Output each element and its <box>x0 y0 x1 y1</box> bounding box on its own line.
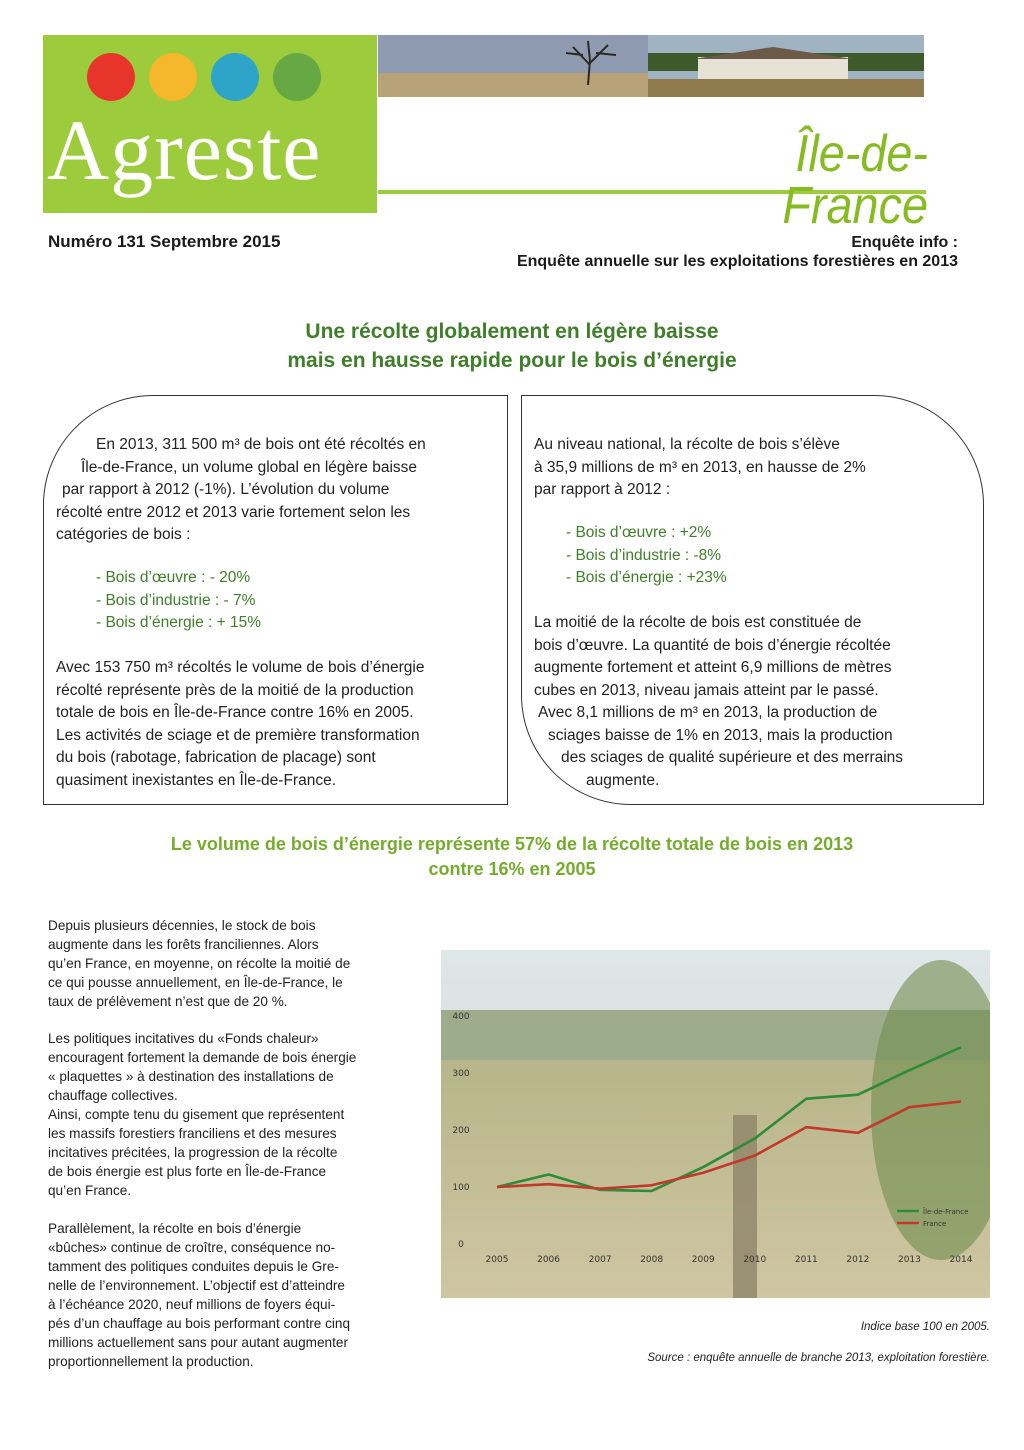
text-line: Ainsi, compte tenu du gisement que représentent <box>48 1107 345 1122</box>
region-title: Île-de-France <box>782 125 928 235</box>
text-line: par rapport à 2012 : <box>534 481 671 498</box>
x-tick-label: 2005 <box>485 1255 509 1265</box>
text-line: augmente fortement et atteint 6,9 millions de mètres <box>534 659 892 676</box>
text-line: incitatives précitées, la progression de la récolte <box>48 1145 338 1160</box>
box-intro <box>534 434 958 502</box>
text-line: à 35,9 millions de m³ en 2013, en hausse de 2% <box>534 458 866 476</box>
category-item: - Bois d’industrie : - 7% <box>96 591 256 609</box>
section-title-line: Le volume de bois d’énergie représente 57% de la récolte totale de bois en 2013 <box>170 834 854 854</box>
y-tick-label: 100 <box>452 1183 470 1193</box>
text-line: quasiment inexistantes en Île-de-France. <box>56 771 337 789</box>
survey-label: Enquête info : <box>851 234 958 251</box>
x-tick-label: 2014 <box>949 1255 973 1265</box>
category-item: - Bois d’énergie : + 15% <box>96 614 261 631</box>
category-item: - Bois d’œuvre : - 20% <box>96 569 251 586</box>
text-line: de bois énergie est plus forte en Île-de-France <box>48 1164 327 1179</box>
text-line: Depuis plusieurs décennies, le stock de bois <box>48 918 316 933</box>
x-tick-label: 2009 <box>691 1255 715 1265</box>
text-line: totale de bois en Île-de-France contre 16% en 2005. <box>56 704 414 721</box>
text-line: du bois (rabotage, fabrication de placage) sont <box>56 749 376 766</box>
x-tick-label: 2010 <box>743 1255 767 1265</box>
box-body <box>56 657 500 792</box>
text-line: Les activités de sciage et de première transformation <box>56 726 420 744</box>
yellow-dot <box>149 53 197 101</box>
text-line: proportionnellement la production. <box>48 1354 254 1369</box>
header-photo <box>378 35 924 97</box>
text-line: augmente. <box>586 771 660 789</box>
chart-canvas <box>441 950 990 1298</box>
ile-de-france-box <box>43 395 508 805</box>
text-line: qu’en France. <box>48 1183 132 1198</box>
text-line: « plaquettes » à destination des installations de <box>48 1069 334 1084</box>
text-line: Parallèlement, la récolte en bois d’énergie <box>48 1221 302 1236</box>
brand-name: Agreste <box>47 102 322 198</box>
text-line: Île-de-France, un volume global en légère baisse <box>81 458 418 476</box>
x-tick-label: 2008 <box>640 1255 664 1265</box>
text-line: taux de prélèvement n’est que de 20 %. <box>48 994 288 1009</box>
y-tick-label: 0 <box>458 1240 464 1250</box>
paragraph-stock <box>48 916 424 1011</box>
text-line: ce qui pousse annuellement, en Île-de-France, le <box>48 975 343 990</box>
box-intro <box>56 434 500 547</box>
category-item: - Bois d’industrie : -8% <box>566 546 722 564</box>
paragraph-policies <box>48 1029 424 1200</box>
red-dot <box>87 53 135 101</box>
text-line: Au niveau national, la récolte de bois s’élève <box>534 436 840 453</box>
text-line: nelle de l’environnement. L’objectif est d’atteindre <box>48 1278 345 1293</box>
text-line: récolté représente près de la moitié de la production <box>56 681 414 699</box>
fence-post <box>733 1115 757 1298</box>
survey-title: Enquête annuelle sur les exploitations forestières en 2013 <box>516 253 958 270</box>
paragraph-logs <box>48 1219 424 1371</box>
text-line: Les politiques incitatives du «Fonds chaleur» <box>48 1031 319 1046</box>
x-tick-label: 2007 <box>588 1255 612 1265</box>
legend-label: France <box>923 1220 947 1228</box>
y-tick-label: 300 <box>452 1069 470 1079</box>
section-title-line: contre 16% en 2005 <box>428 859 596 879</box>
main-title-line: mais en hausse rapide pour le bois d’énergie <box>287 349 737 372</box>
text-line: récolté entre 2012 et 2013 varie fortement selon les <box>56 503 411 521</box>
text-line: pés d’un chauffage au bois performant contre cinq <box>48 1316 351 1331</box>
main-title-line: Une récolte globalement en légère baisse <box>305 320 719 343</box>
index-note: Indice base 100 en 2005. <box>860 1321 990 1333</box>
text-line: par rapport à 2012 (-1%). L’évolution du volume <box>62 481 390 498</box>
y-tick-label: 400 <box>452 1012 470 1022</box>
main-title <box>0 317 1024 375</box>
energy-wood-chart <box>441 950 990 1298</box>
text-line: En 2013, 311 500 m³ de bois ont été récoltés en <box>96 436 426 453</box>
issue-number: Numéro 131 Septembre 2015 <box>48 232 281 251</box>
text-line: des sciages de qualité supérieure et des merrains <box>561 749 904 766</box>
survey-heading <box>517 233 958 271</box>
text-line: encouragent fortement la demande de bois énergie <box>48 1050 357 1065</box>
category-item: - Bois d’œuvre : +2% <box>566 524 712 541</box>
x-tick-label: 2006 <box>537 1255 561 1265</box>
text-line: millions actuellement sans pour autant augmenter <box>48 1335 348 1350</box>
box-body <box>534 612 974 792</box>
text-line: La moitié de la récolte de bois est constituée de <box>534 614 862 631</box>
text-line: à l’échéance 2020, neuf millions de foyers équi- <box>48 1297 336 1312</box>
y-tick-label: 200 <box>452 1126 470 1136</box>
text-line: Avec 153 750 m³ récoltés le volume de bois d’énergie <box>56 659 425 676</box>
text-line: tamment des politiques conduites depuis le Gre- <box>48 1259 339 1274</box>
text-line: chauffage collectives. <box>48 1088 178 1103</box>
text-line: augmente dans les forêts franciliennes. Alors <box>48 937 319 952</box>
x-tick-label: 2011 <box>794 1255 818 1265</box>
agreste-logo <box>43 35 377 213</box>
text-line: qu’en France, en moyenne, on récolte la moitié de <box>48 956 351 971</box>
blue-dot <box>211 53 259 101</box>
text-line: les massifs forestiers franciliens et des mesures <box>48 1126 337 1141</box>
text-line: «bûches» continue de croître, conséquence no- <box>48 1240 336 1255</box>
x-tick-label: 2013 <box>897 1255 921 1265</box>
legend-label: Île-de-France <box>923 1208 969 1216</box>
france-box <box>521 395 984 805</box>
green-dot <box>273 53 321 101</box>
text-line: bois d’œuvre. La quantité de bois d’énergie récoltée <box>534 636 891 654</box>
text-line: Avec 8,1 millions de m³ en 2013, la production de <box>538 704 878 721</box>
text-line: catégories de bois : <box>56 526 191 543</box>
x-tick-label: 2012 <box>846 1255 870 1265</box>
category-list <box>566 522 946 590</box>
category-list <box>96 567 476 635</box>
category-item: - Bois d’énergie : +23% <box>566 569 727 586</box>
text-line: cubes en 2013, niveau jamais atteint par le passé. <box>534 681 879 699</box>
section-title <box>0 832 1024 882</box>
text-line: sciages baisse de 1% en 2013, mais la production <box>548 726 893 744</box>
source-note: Source : enquête annuelle de branche 2013, exploitation forestière. <box>647 1352 990 1364</box>
